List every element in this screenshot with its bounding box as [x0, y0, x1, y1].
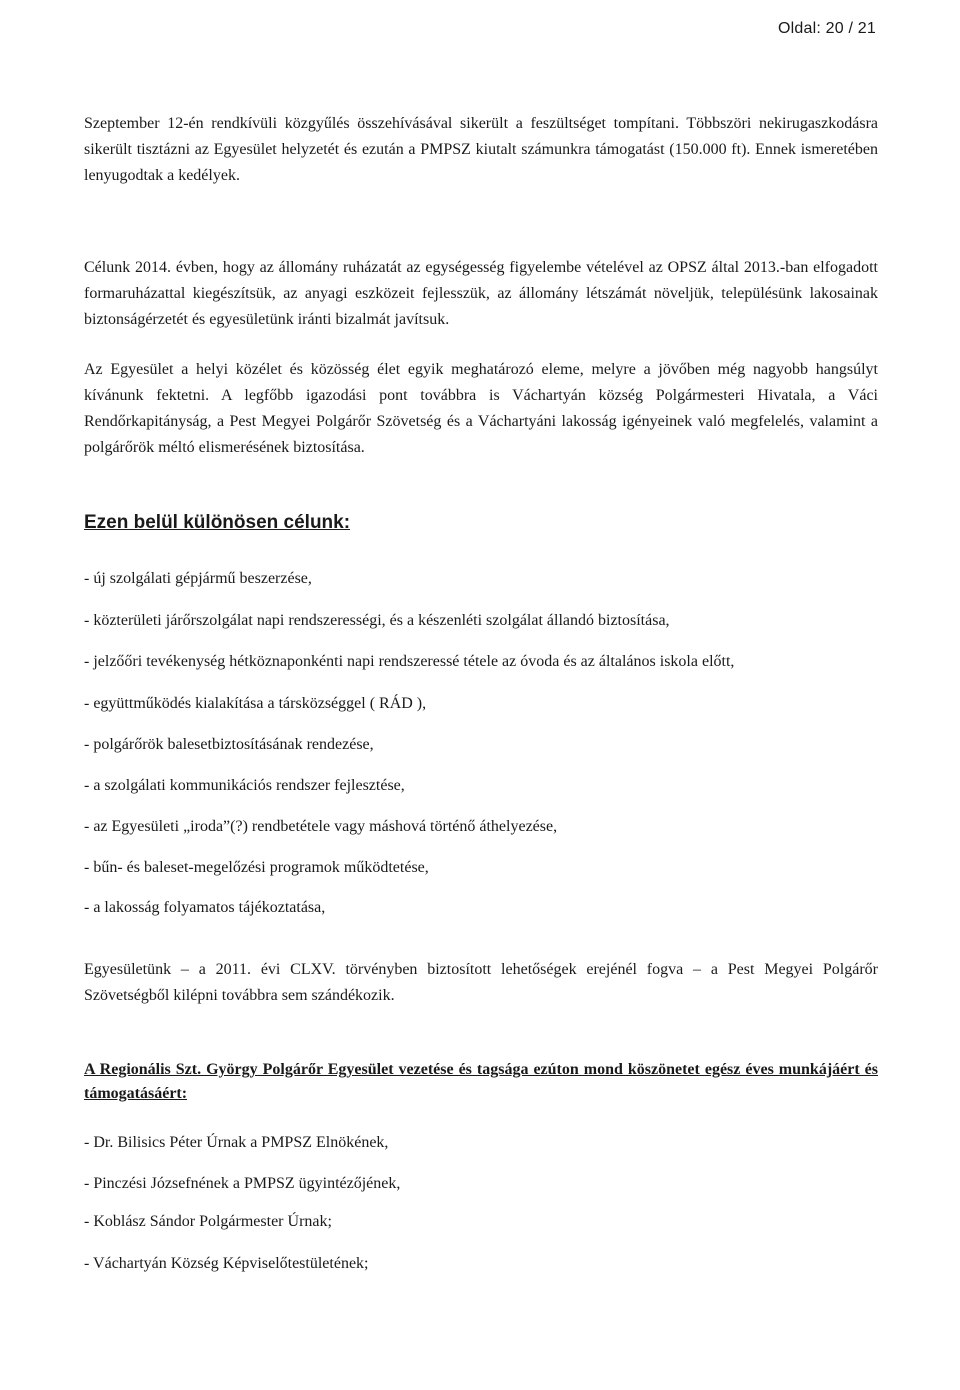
page-separator: / — [848, 20, 854, 37]
goal-item: - a szolgálati kommunikációs rendszer fejlesztése, — [84, 777, 405, 794]
thanks-item: - Dr. Bilisics Péter Úrnak a PMPSZ Elnökének, — [84, 1134, 389, 1151]
goal-item: - az Egyesületi „iroda”(?) rendbetétele vagy máshová történő áthelyezése, — [84, 818, 558, 835]
thanks-item: - Koblász Sándor Polgármester Úrnak; — [84, 1213, 332, 1230]
goal-item: - polgárőrök balesetbiztosításának rendezése, — [84, 736, 374, 753]
goals-heading: Ezen belül különösen célunk: — [84, 512, 351, 533]
paragraph-opsz-membership: Egyesületünk – a 2011. évi CLXV. törvényben biztosított lehetőségek erejénél fogva – a Pest Megyei Polgárőr Szövetségből kilépni továbbra sem szándékozik. — [84, 961, 878, 1004]
goal-item: - közterületi járőrszolgálat napi rendszerességi, és a készenléti szolgálat állandó biztosítása, — [84, 612, 670, 629]
paragraph-community-role: Az Egyesület a helyi közélet és közösség élet egyik meghatározó eleme, melyre a jövőben még nagyobb hangsúlyt kívánunk fektetni. A legfőbb igazodási pont továbbra is Váchartyán község Polgármesteri Hivatala, a Váci Rendőrkapitányság, a Pest Megyei Polgárőr Szövetség és a Váchartyáni lakosság igényeinek való megfelelés, valamint a polgárőrök méltó elismerésének biztosítása. — [84, 361, 878, 456]
goal-item: - új szolgálati gépjármű beszerzése, — [84, 570, 312, 587]
thanks-item: - Pinczési Józsefnének a PMPSZ ügyintézőjének, — [84, 1175, 401, 1192]
page-total: 21 — [857, 20, 876, 37]
page-label: Oldal: — [777, 20, 821, 37]
thanks-heading: A Regionális Szt. György Polgárőr Egyesület vezetése és tagsága ezúton mond köszönetet egész éves munkájáért és támogatásáért: — [84, 1061, 878, 1102]
thanks-item: - Váchartyán Község Képviselőtestületének; — [84, 1255, 369, 1272]
goal-item: - jelzőőri tevékenység hétköznaponkénti napi rendszeressé tétele az óvoda és az általános iskola előtt, — [84, 653, 735, 670]
goal-item: - a lakosság folyamatos tájékoztatása, — [84, 899, 326, 916]
paragraph-goals-2014: Célunk 2014. évben, hogy az állomány ruházatát az egységesség figyelembe vételével az OPSZ által 2013.-ban elfogadott formaruházattal kiegészítsük, az anyagi eszközeit fejlesszük, az állomány létszámát növeljük, településünk lakosainak biztonságérzetét és egyesületünk iránti bizalmát javítsuk. — [84, 259, 878, 328]
paragraph-september-meeting: Szeptember 12-én rendkívüli közgyűlés összehívásával sikerült a feszültséget tompítani. Többszöri nekirugaszkodásra sikerült tisztázni az Egyesület helyzetét és ezután a PMPSZ kiutalt számunkra támogatást (150.000 ft). Ennek ismeretében lenyugodtak a kedélyek. — [84, 115, 878, 184]
page-number — [778, 20, 876, 38]
goal-item: - együttműködés kialakítása a társközséggel ( RÁD ), — [84, 695, 427, 712]
goal-item: - bűn- és baleset-megelőzési programok működtetése, — [84, 859, 429, 876]
page-current: 20 — [825, 20, 844, 37]
